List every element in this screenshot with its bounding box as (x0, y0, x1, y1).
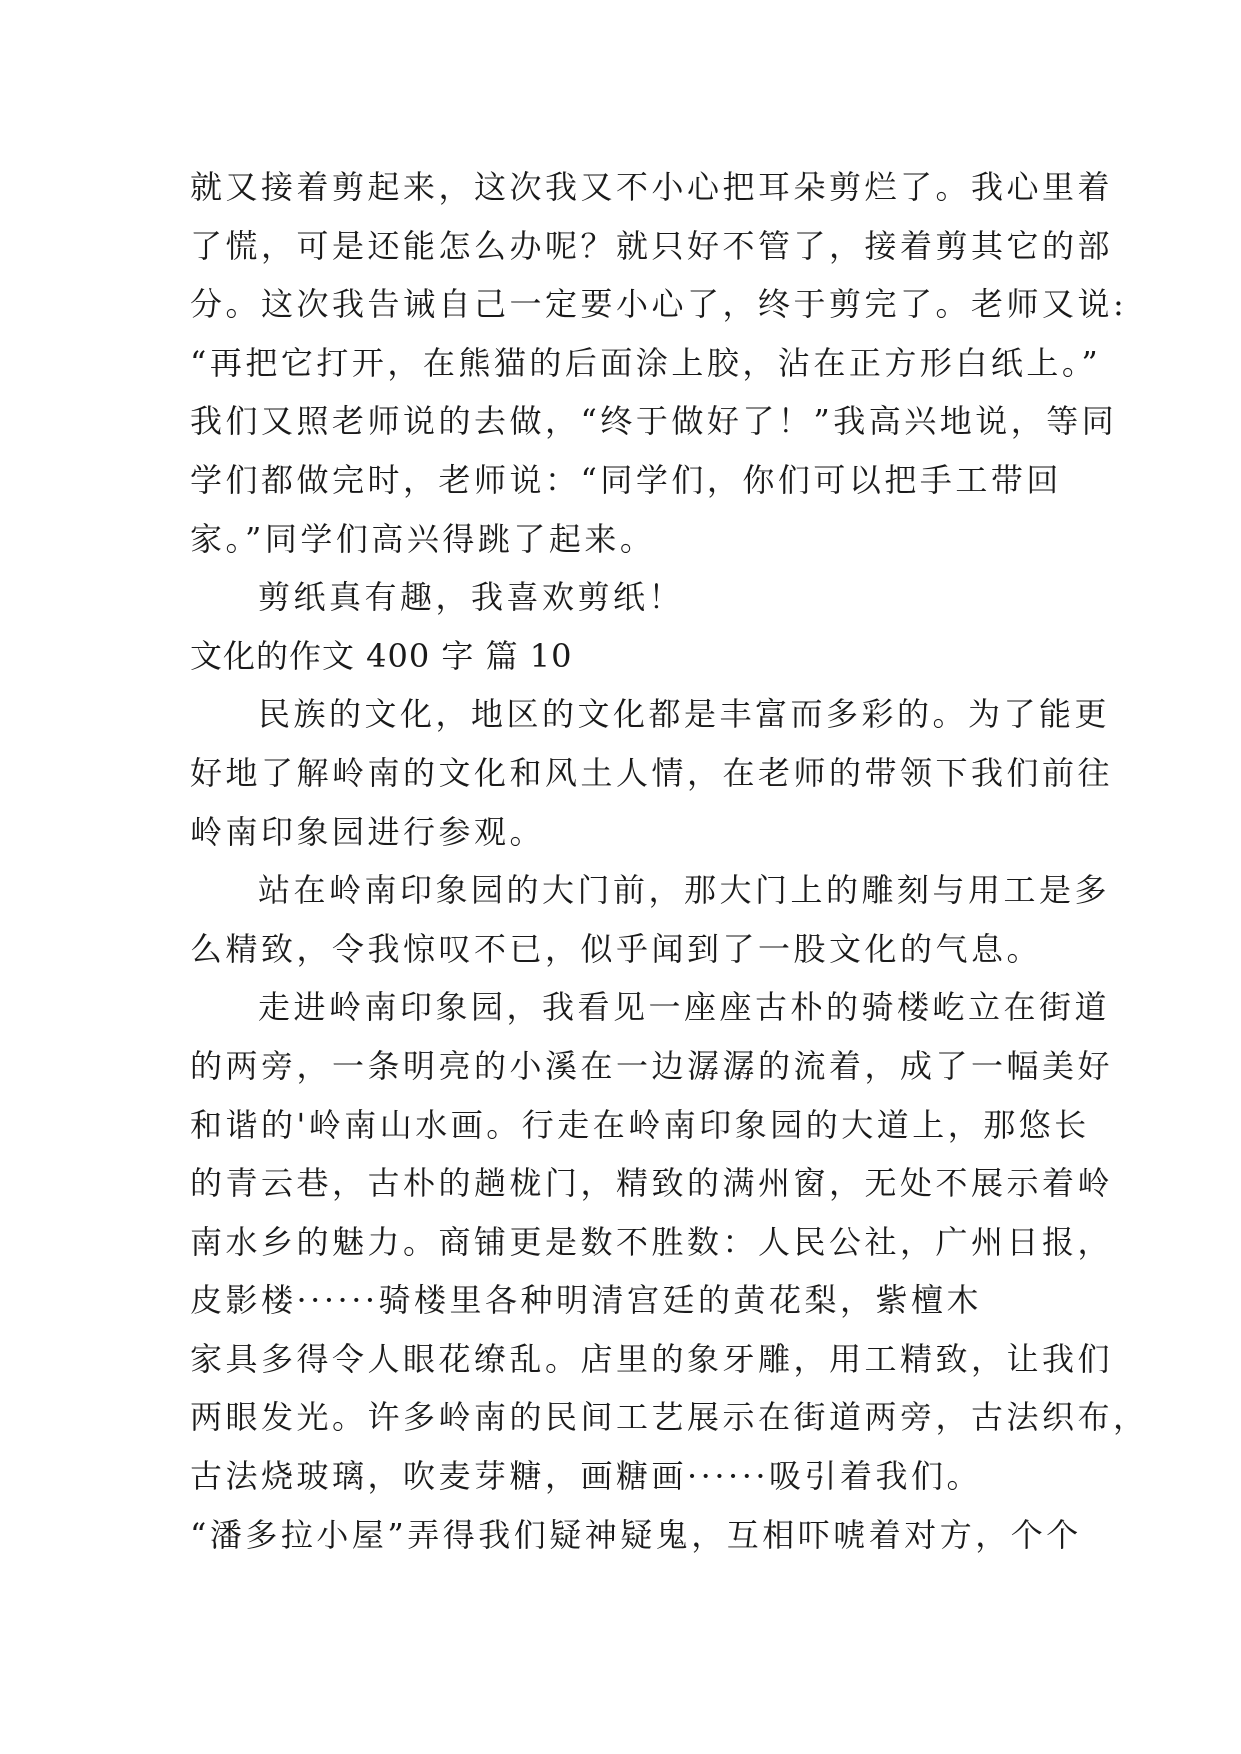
paragraph-gate (190, 861, 1111, 978)
paragraph-intro (190, 685, 1114, 861)
text-line: 剪纸真有趣，我喜欢剪纸！ (258, 578, 685, 617)
text-line: 学们都做完时，老师说：“同学们，你们可以把手工带回 (190, 460, 1062, 499)
text-line: 走进岭南印象园，我看见一座座古朴的骑楼屹立在街道 (258, 988, 1111, 1027)
text-line: 的青云巷，古朴的趟栊门，精致的满州窗，无处不展示着岭 (190, 1164, 1114, 1203)
text-line: 和谐的'岭南山水画。行走在岭南印象园的大道上，那悠长 (190, 1105, 1090, 1144)
text-line: 么精致，令我惊叹不已，似乎闻到了一股文化的气息。 (190, 929, 1043, 968)
text-line: 民族的文化，地区的文化都是丰富而多彩的。为了能更 (258, 695, 1111, 734)
paragraph-papercut-conclusion (190, 568, 1070, 627)
text-line: 了慌，可是还能怎么办呢？就只好不管了，接着剪其它的部 (190, 226, 1114, 265)
text-line: 南水乡的魅力。商铺更是数不胜数：人民公社，广州日报， (190, 1222, 1114, 1261)
text-line: 两眼发光。许多岭南的民间工艺展示在街道两旁，古法织布， (190, 1398, 1149, 1437)
section-heading: 文化的作文 400 字 篇 10 (190, 636, 573, 675)
text-line: 家具多得令人眼花缭乱。店里的象牙雕，用工精致，让我们 (190, 1339, 1114, 1378)
paragraph-papercut-story (190, 158, 1128, 568)
text-line: 站在岭南印象园的大门前，那大门上的雕刻与用工是多 (258, 871, 1111, 910)
document-page (190, 158, 1149, 1564)
paragraph-street (190, 978, 1149, 1564)
text-line: 分。这次我告诫自己一定要小心了，终于剪完了。老师又说: (190, 285, 1128, 324)
text-line: “再把它打开，在熊猫的后面涂上胶，沾在正方形白纸上。” (190, 343, 1102, 382)
text-line: 家。”同学们高兴得跳了起来。 (190, 519, 656, 558)
text-line: 皮影楼······骑楼里各种明清宫廷的黄花梨，紫檀木 (190, 1281, 983, 1320)
text-line: 的两旁，一条明亮的小溪在一边潺潺的流着，成了一幅美好 (190, 1046, 1114, 1085)
text-line: 岭南印象园进行参观。 (190, 812, 546, 851)
text-line: 好地了解岭南的文化和风土人情，在老师的带领下我们前往 (190, 753, 1114, 792)
text-line: 就又接着剪起来，这次我又不小心把耳朵剪烂了。我心里着 (190, 168, 1114, 206)
text-line: 古法烧玻璃，吹麦芽糖，画糖画······吸引着我们。 (190, 1457, 983, 1496)
text-line: 我们又照老师说的去做，“终于做好了！”我高兴地说，等同 (190, 402, 1118, 441)
text-line: “潘多拉小屋”弄得我们疑神疑鬼，互相吓唬着对方，个个 (190, 1515, 1082, 1554)
